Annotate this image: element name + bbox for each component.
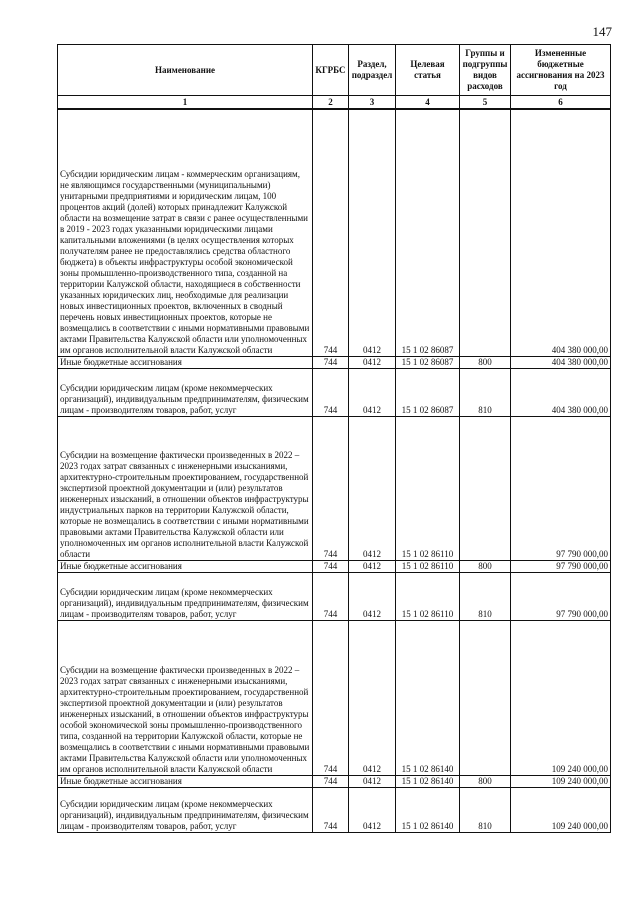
table-row bbox=[58, 788, 611, 833]
row-amount: 109 240 000,00 bbox=[511, 776, 611, 788]
row-kgrbs: 744 bbox=[313, 417, 349, 561]
row-kgrbs: 744 bbox=[313, 369, 349, 417]
row-target: 15 1 02 86087 bbox=[396, 109, 460, 357]
row-group bbox=[460, 621, 511, 776]
row-kgrbs: 744 bbox=[313, 109, 349, 357]
row-section: 0412 bbox=[349, 417, 396, 561]
row-name: Иные бюджетные ассигнования bbox=[58, 561, 313, 573]
row-target: 15 1 02 86110 bbox=[396, 573, 460, 621]
row-section: 0412 bbox=[349, 788, 396, 833]
header-kgrbs: КГРБС bbox=[313, 45, 349, 96]
row-section: 0412 bbox=[349, 573, 396, 621]
column-number: 5 bbox=[460, 96, 511, 110]
row-name: Субсидии юридическим лицам - коммерческим организациям, не являющимся государственными (муниципальными) унитарными предприятиями и юридическим лицам, 100 процентов акций (долей) которых принадлежит Калужской области на возмещение затрат в связи с ранее осуществленными в 2019 - 2023 годах указанными юридическими лицами капитальными вложениями (в целях осуществления которых получателям ранее не предоставлялись средства областного бюджета) в объекты инфраструктуры особой экономической зоны промышленно-производственного типа, созданной на территории Калужской области, находящиеся в собственности указанных юридических лиц, необходимые для реализации новых инвестиционных проектов, включенных в сводный перечень новых инвестиционных проектов, которые не возмещались в соответствии с иными нормативными правовыми актами Правительства Калужской области или уполномоченных им органов исполнительной власти Калужской области bbox=[58, 109, 313, 357]
table-row bbox=[58, 621, 611, 776]
table-row bbox=[58, 573, 611, 621]
row-target: 15 1 02 86140 bbox=[396, 788, 460, 833]
row-name: Иные бюджетные ассигнования bbox=[58, 357, 313, 369]
column-number: 1 bbox=[58, 96, 313, 110]
header-name: Наименование bbox=[58, 45, 313, 96]
row-kgrbs: 744 bbox=[313, 561, 349, 573]
row-amount: 404 380 000,00 bbox=[511, 369, 611, 417]
column-numbers-row bbox=[58, 96, 611, 110]
header-groups: Группы и подгруппы видов расходов bbox=[460, 45, 511, 96]
row-section: 0412 bbox=[349, 561, 396, 573]
row-amount: 404 380 000,00 bbox=[511, 357, 611, 369]
row-kgrbs: 744 bbox=[313, 573, 349, 621]
row-group: 800 bbox=[460, 776, 511, 788]
row-section: 0412 bbox=[349, 369, 396, 417]
row-name: Иные бюджетные ассигнования bbox=[58, 776, 313, 788]
row-section: 0412 bbox=[349, 621, 396, 776]
row-amount: 404 380 000,00 bbox=[511, 109, 611, 357]
row-target: 15 1 02 86140 bbox=[396, 621, 460, 776]
row-amount: 97 790 000,00 bbox=[511, 573, 611, 621]
row-kgrbs: 744 bbox=[313, 357, 349, 369]
row-group bbox=[460, 417, 511, 561]
table-header-row bbox=[58, 45, 611, 96]
row-name: Субсидии на возмещение фактически произведенных в 2022 – 2023 годах затрат связанных с инженерными изысканиями, архитектурно-строительным проектированием, государственной экспертизой проектной документации и (или) результатов инженерных изысканий, в отношении объектов инфраструктуры индустриальных парков на территории Калужской области, которые не возмещались в соответствии с иными нормативными правовыми актами Правительства Калужской области или уполномоченных им органов исполнительной власти Калужской области bbox=[58, 417, 313, 561]
table-row bbox=[58, 357, 611, 369]
row-section: 0412 bbox=[349, 776, 396, 788]
header-target: Целевая статья bbox=[396, 45, 460, 96]
row-target: 15 1 02 86087 bbox=[396, 369, 460, 417]
row-name: Субсидии на возмещение фактически произведенных в 2022 – 2023 годах затрат связанных с инженерными изысканиями, архитектурно-строительным проектированием, государственной экспертизой проектной документации и (или) результатов инженерных изысканий, в отношении объектов инфраструктуры особой экономической зоны промышленно-производственного типа, созданной на территории Калужской области, которые не возмещались в соответствии с иными нормативными правовыми актами Правительства Калужской области или уполномоченных им органов исполнительной власти Калужской области bbox=[58, 621, 313, 776]
column-number: 6 bbox=[511, 96, 611, 110]
page-number: 147 bbox=[592, 24, 612, 39]
row-name: Субсидии юридическим лицам (кроме некоммерческих организаций), индивидуальным предпринимателям, физическим лицам - производителям товаров, работ, услуг bbox=[58, 788, 313, 833]
table-row bbox=[58, 417, 611, 561]
row-target: 15 1 02 86087 bbox=[396, 357, 460, 369]
row-amount: 97 790 000,00 bbox=[511, 561, 611, 573]
row-section: 0412 bbox=[349, 357, 396, 369]
table-row bbox=[58, 561, 611, 573]
column-number: 4 bbox=[396, 96, 460, 110]
row-group: 810 bbox=[460, 788, 511, 833]
row-group bbox=[460, 109, 511, 357]
header-section: Раздел, подраздел bbox=[349, 45, 396, 96]
budget-table bbox=[57, 44, 611, 833]
header-amount: Измененные бюджетные ассигнования на 2023 год bbox=[511, 45, 611, 96]
row-target: 15 1 02 86110 bbox=[396, 417, 460, 561]
row-group: 810 bbox=[460, 369, 511, 417]
row-kgrbs: 744 bbox=[313, 788, 349, 833]
row-target: 15 1 02 86110 bbox=[396, 561, 460, 573]
table-row bbox=[58, 369, 611, 417]
row-amount: 97 790 000,00 bbox=[511, 417, 611, 561]
row-section: 0412 bbox=[349, 109, 396, 357]
row-amount: 109 240 000,00 bbox=[511, 788, 611, 833]
row-kgrbs: 744 bbox=[313, 776, 349, 788]
row-name: Субсидии юридическим лицам (кроме некоммерческих организаций), индивидуальным предпринимателям, физическим лицам - производителям товаров, работ, услуг bbox=[58, 369, 313, 417]
table-row bbox=[58, 776, 611, 788]
table-row bbox=[58, 109, 611, 357]
column-number: 2 bbox=[313, 96, 349, 110]
row-target: 15 1 02 86140 bbox=[396, 776, 460, 788]
column-number: 3 bbox=[349, 96, 396, 110]
row-group: 800 bbox=[460, 357, 511, 369]
row-name: Субсидии юридическим лицам (кроме некоммерческих организаций), индивидуальным предпринимателям, физическим лицам - производителям товаров, работ, услуг bbox=[58, 573, 313, 621]
row-kgrbs: 744 bbox=[313, 621, 349, 776]
row-group: 810 bbox=[460, 573, 511, 621]
row-amount: 109 240 000,00 bbox=[511, 621, 611, 776]
row-group: 800 bbox=[460, 561, 511, 573]
